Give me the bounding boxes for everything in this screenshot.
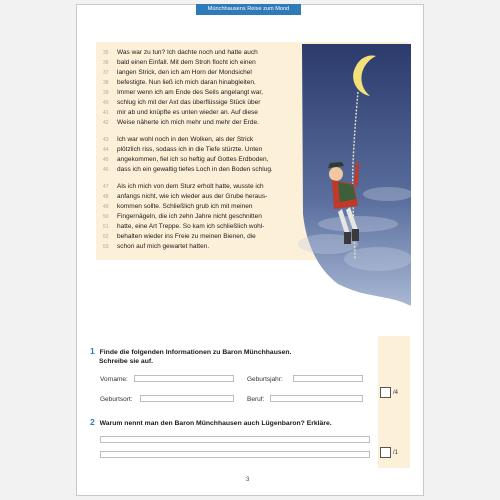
task-2-answer-line-2[interactable]	[100, 451, 370, 458]
story-line	[103, 88, 303, 98]
line-number: 46	[103, 167, 109, 173]
story-paragraph	[103, 182, 303, 252]
line-text: Als ich mich von dem Sturz erholt hatte, wusste ich	[117, 183, 264, 190]
line-text: dass ich ein gewaltig tiefes Loch in den Boden schlug.	[117, 166, 273, 173]
header-title-bar: Münchhausens Reise zum Mond	[196, 4, 301, 15]
line-text: schlug ich mit der Axt das überflüssige Stück über	[117, 99, 261, 106]
geburtsjahr-label: Geburtsjahr:	[247, 376, 283, 383]
task-1-score-label: /4	[393, 390, 399, 396]
story-line	[103, 58, 303, 68]
task-1-number: 1	[90, 346, 95, 356]
task-2-score-box[interactable]	[380, 447, 391, 458]
story-line	[103, 182, 303, 192]
line-number: 36	[103, 60, 109, 66]
story-line	[103, 98, 303, 108]
task-2-score-label: /1	[393, 450, 399, 456]
task-1-heading	[90, 347, 291, 357]
story-line	[103, 222, 303, 232]
line-number: 51	[103, 224, 109, 230]
line-text: Fingernägeln, die ich zehn Jahre nicht geschnitten	[117, 213, 262, 220]
vorname-label: Vorname:	[100, 376, 128, 383]
story-paragraph	[103, 48, 303, 128]
line-text: schon auf mich gewartet hatten.	[117, 243, 210, 250]
story-text	[103, 48, 303, 259]
line-text: Was war zu tun? Ich dachte noch und hatte auch	[117, 49, 258, 56]
line-number: 44	[103, 147, 109, 153]
line-text: anfangs nicht, wie ich wieder aus der Grube heraus-	[117, 193, 268, 200]
line-number: 45	[103, 157, 109, 163]
story-line	[103, 48, 303, 58]
story-line	[103, 232, 303, 242]
munchhausen-illustration	[298, 44, 411, 306]
line-number: 40	[103, 100, 109, 106]
beruf-field[interactable]	[270, 395, 363, 402]
line-text: Immer wenn ich am Ende des Seils angelangt war,	[117, 89, 263, 96]
story-line	[103, 118, 303, 128]
story-line	[103, 212, 303, 222]
line-number: 43	[103, 137, 109, 143]
line-text: angekommen, fiel ich so heftig auf Gottes Erdboden,	[117, 156, 269, 163]
geburtsort-label: Geburtsort:	[100, 396, 133, 403]
line-number: 35	[103, 50, 109, 56]
line-text: behalten wieder ins Freie zu meinen Bienen, die	[117, 233, 256, 240]
line-number: 37	[103, 70, 109, 76]
line-number: 38	[103, 80, 109, 86]
geburtsort-field[interactable]	[140, 395, 234, 402]
line-number: 47	[103, 184, 109, 190]
task-1-line-2: Schreibe sie auf.	[99, 358, 154, 365]
line-number: 48	[103, 194, 109, 200]
line-number: 53	[103, 244, 109, 250]
line-text: kommen sollte. Schließlich grub ich mit meinen	[117, 203, 253, 210]
line-number: 50	[103, 214, 109, 220]
task-2-number: 2	[90, 417, 95, 427]
task-2-answer-line-1[interactable]	[100, 436, 370, 443]
story-line	[103, 202, 303, 212]
task-1-score-box[interactable]	[380, 387, 391, 398]
line-number: 42	[103, 120, 109, 126]
line-text: Ich war wohl noch in den Wolken, als der Strick	[117, 136, 254, 143]
vorname-field[interactable]	[134, 375, 234, 382]
story-line	[103, 108, 303, 118]
story-line	[103, 165, 303, 175]
line-text: bald einen Einfall. Mit dem Stroh flocht ich einen	[117, 59, 256, 66]
story-line	[103, 155, 303, 165]
beruf-label: Beruf:	[247, 396, 265, 403]
line-number: 52	[103, 234, 109, 240]
geburtsjahr-field[interactable]	[293, 375, 363, 382]
task-2-question: Warum nennt man den Baron Münchhausen auch Lügenbaron? Erkläre.	[99, 420, 332, 427]
line-text: langen Strick, den ich am Horn der Mondsichel	[117, 69, 252, 76]
line-text: mir ab und knüpfte es unten wieder an. Auf diese	[117, 109, 258, 116]
line-text: plötzlich riss, sodass ich in die Tiefe stürzte. Unten	[117, 146, 263, 153]
line-text: Weise näherte ich mich mehr und mehr der Erde.	[117, 119, 259, 126]
line-number: 39	[103, 90, 109, 96]
line-number: 49	[103, 204, 109, 210]
line-number: 41	[103, 110, 109, 116]
story-line	[103, 192, 303, 202]
line-text: befestigte. Nun ließ ich mich daran hinabgleiten.	[117, 79, 256, 86]
story-line	[103, 135, 303, 145]
story-paragraph	[103, 135, 303, 175]
story-line	[103, 78, 303, 88]
story-line	[103, 242, 303, 252]
line-text: hatte, eine Art Treppe. So kam ich schließlich wohl-	[117, 223, 265, 230]
task-1-line-1: Finde die folgenden Informationen zu Baron Münchhausen.	[99, 349, 292, 356]
story-line	[103, 68, 303, 78]
task-2-heading	[90, 418, 332, 428]
page-number: 3	[246, 477, 250, 483]
story-line	[103, 145, 303, 155]
